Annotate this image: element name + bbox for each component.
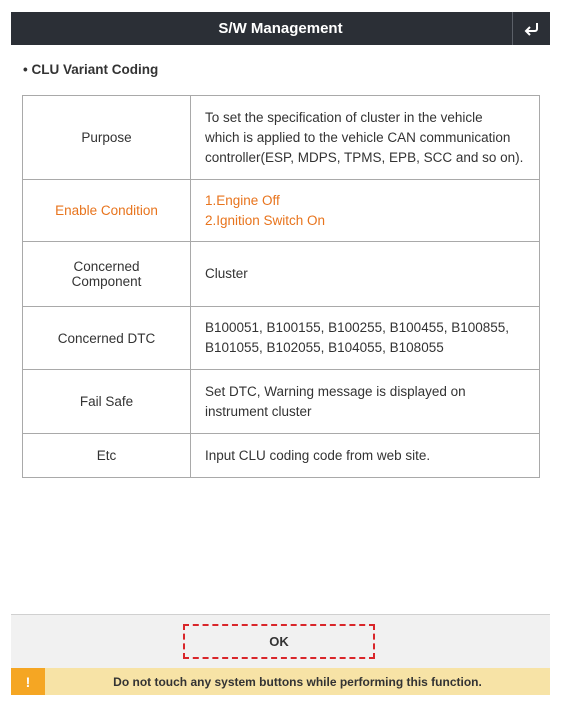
table-row: [23, 307, 540, 370]
row-value-etc: Input CLU coding code from web site.: [191, 434, 540, 478]
row-label-enable-condition: Enable Condition: [23, 180, 191, 242]
row-value-purpose: To set the specification of cluster in the vehicle which is applied to the vehicle CAN communication controller(ESP, MDPS, TPMS, EPB, SCC and so on).: [191, 96, 540, 180]
row-value-concerned-component: Cluster: [191, 242, 540, 307]
row-value-concerned-dtc: B100051, B100155, B100255, B100455, B100855, B101055, B102055, B104055, B108055: [191, 307, 540, 370]
table-row: [23, 370, 540, 434]
table-row: [23, 96, 540, 180]
table-row: [23, 242, 540, 307]
section-title: • CLU Variant Coding: [23, 62, 159, 77]
row-label-purpose: Purpose: [23, 96, 191, 180]
row-label-concerned-dtc: Concerned DTC: [23, 307, 191, 370]
page-title: S/W Management: [218, 20, 343, 37]
warning-text: Do not touch any system buttons while performing this function.: [113, 674, 482, 689]
row-value-fail-safe: Set DTC, Warning message is displayed on instrument cluster: [191, 370, 540, 434]
row-label-fail-safe: Fail Safe: [23, 370, 191, 434]
row-label-etc: Etc: [23, 434, 191, 478]
table-row: [23, 434, 540, 478]
button-area: [11, 614, 550, 669]
row-label-concerned-component: Concerned Component: [23, 242, 191, 307]
row-value-enable-condition: 1.Engine Off 2.Ignition Switch On: [191, 180, 540, 242]
return-arrow-icon: [523, 21, 541, 37]
back-button[interactable]: [512, 12, 550, 45]
info-table: [22, 95, 540, 478]
title-bar: [11, 12, 550, 45]
warning-bar: [11, 668, 550, 695]
table-row: [23, 180, 540, 242]
warning-icon: !: [11, 668, 45, 695]
ok-button[interactable]: OK: [183, 624, 375, 659]
